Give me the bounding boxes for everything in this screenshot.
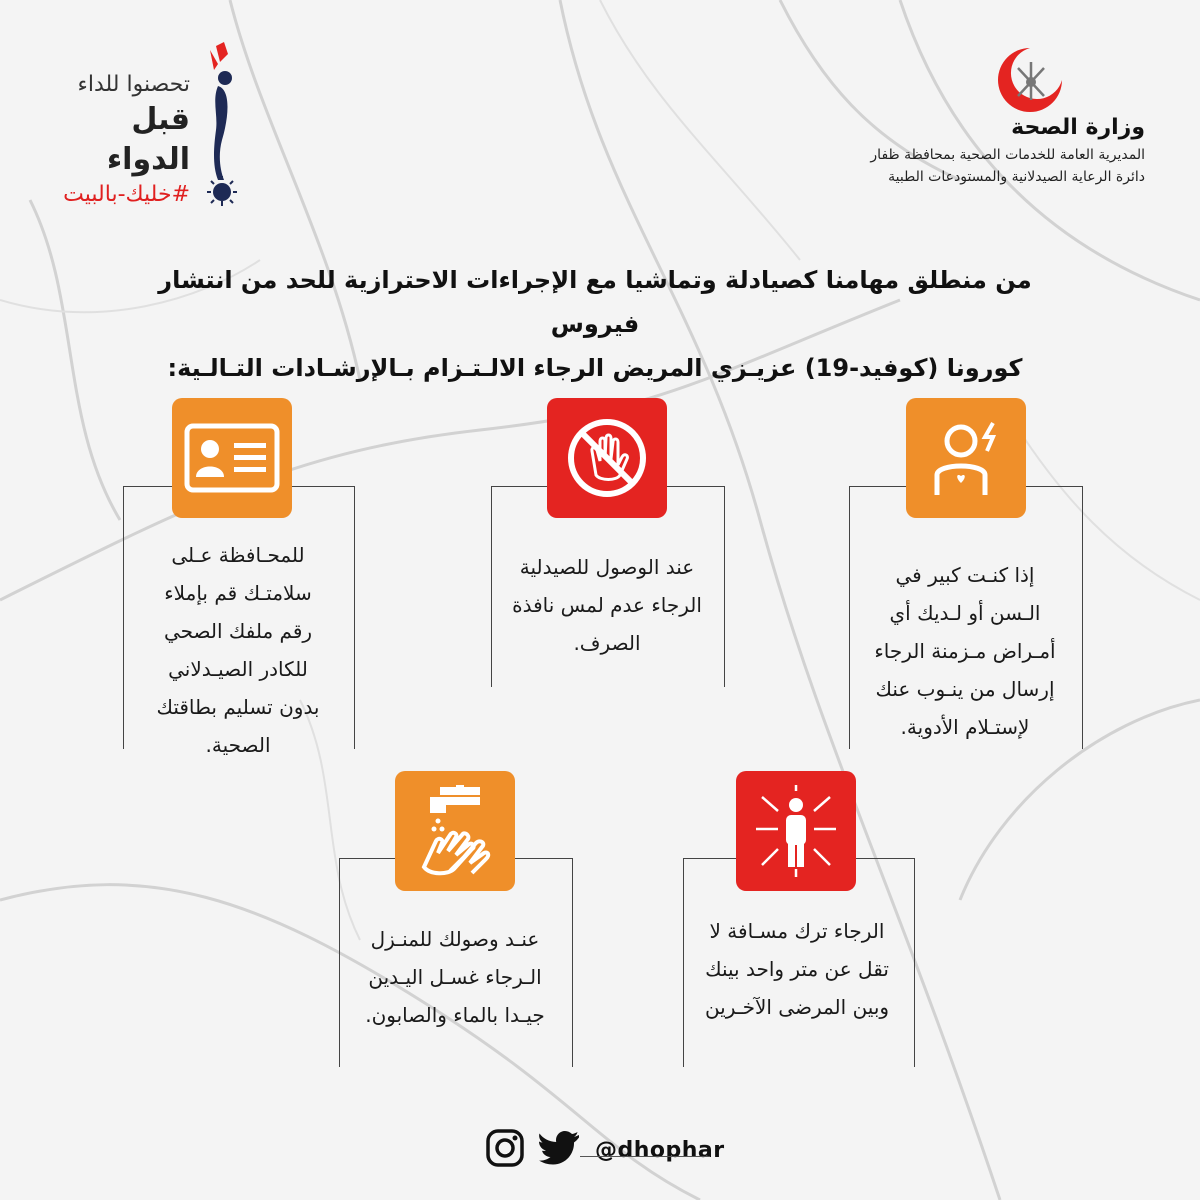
twitter-icon[interactable] bbox=[539, 1130, 581, 1170]
card-text: للمحـافظة عـلى سلامتـك قم بإملاء رقم ملفك الصحي للكادر الصيـدلاني بدون تسليم بطاقتك الصحية. bbox=[156, 543, 320, 757]
intro-line1: من منطلق مهامنا كصيادلة وتماشيا مع الإجراءات الاحترازية للحد من انتشار فيروس bbox=[158, 266, 1032, 338]
footer-underline bbox=[580, 1156, 710, 1157]
card-text: عنـد وصولك للمنـزل الـرجاء غسـل اليـدين جيـدا بالماء والصابون. bbox=[365, 927, 545, 1027]
no-touch-hand-icon bbox=[547, 398, 667, 518]
elderly-person-icon bbox=[906, 398, 1026, 518]
social-footer bbox=[485, 1128, 725, 1172]
instagram-icon[interactable] bbox=[485, 1128, 525, 1172]
slogan-line1: تحصنوا للداء bbox=[77, 72, 190, 97]
slogan-hashtag: #خليك-بالبيت bbox=[63, 182, 190, 207]
intro-line2: كورونا (كوفيد-19) عزيـزي المريض الرجاء الالـتـزام بـالإرشـادات التـالـية: bbox=[167, 354, 1023, 382]
card-text: إذا كنـت كبير في الـسن أو لـديك أي أمـراض مـزمنة الرجاء إرسال من ينـوب عنك لإستـلام الأدوية. bbox=[874, 563, 1056, 739]
ministry-name: وزارة الصحة bbox=[1011, 115, 1145, 140]
intro-text bbox=[130, 258, 1060, 390]
ministry-block bbox=[815, 112, 1145, 188]
social-distance-icon bbox=[736, 771, 856, 891]
hand-washing-icon bbox=[395, 771, 515, 891]
social-handle[interactable]: @dhophar bbox=[595, 1137, 725, 1163]
ministry-department: دائرة الرعاية الصيدلانية والمستودعات الطبية bbox=[888, 169, 1145, 185]
health-card-icon bbox=[172, 398, 292, 518]
woman-virus-figure-icon bbox=[192, 40, 252, 214]
card-text: عند الوصول للصيدلية الرجاء عدم لمس نافذة الصرف. bbox=[512, 555, 702, 655]
card-text: الرجاء ترك مسـافة لا تقل عن متر واحد بينك وبين المرضى الآخـرين bbox=[704, 919, 890, 1019]
ministry-directorate: المديرية العامة للخدمات الصحية بمحافظة ظفار bbox=[870, 147, 1145, 163]
slogan-block bbox=[40, 70, 190, 210]
slogan-line2: قبل الدواء bbox=[106, 102, 190, 177]
